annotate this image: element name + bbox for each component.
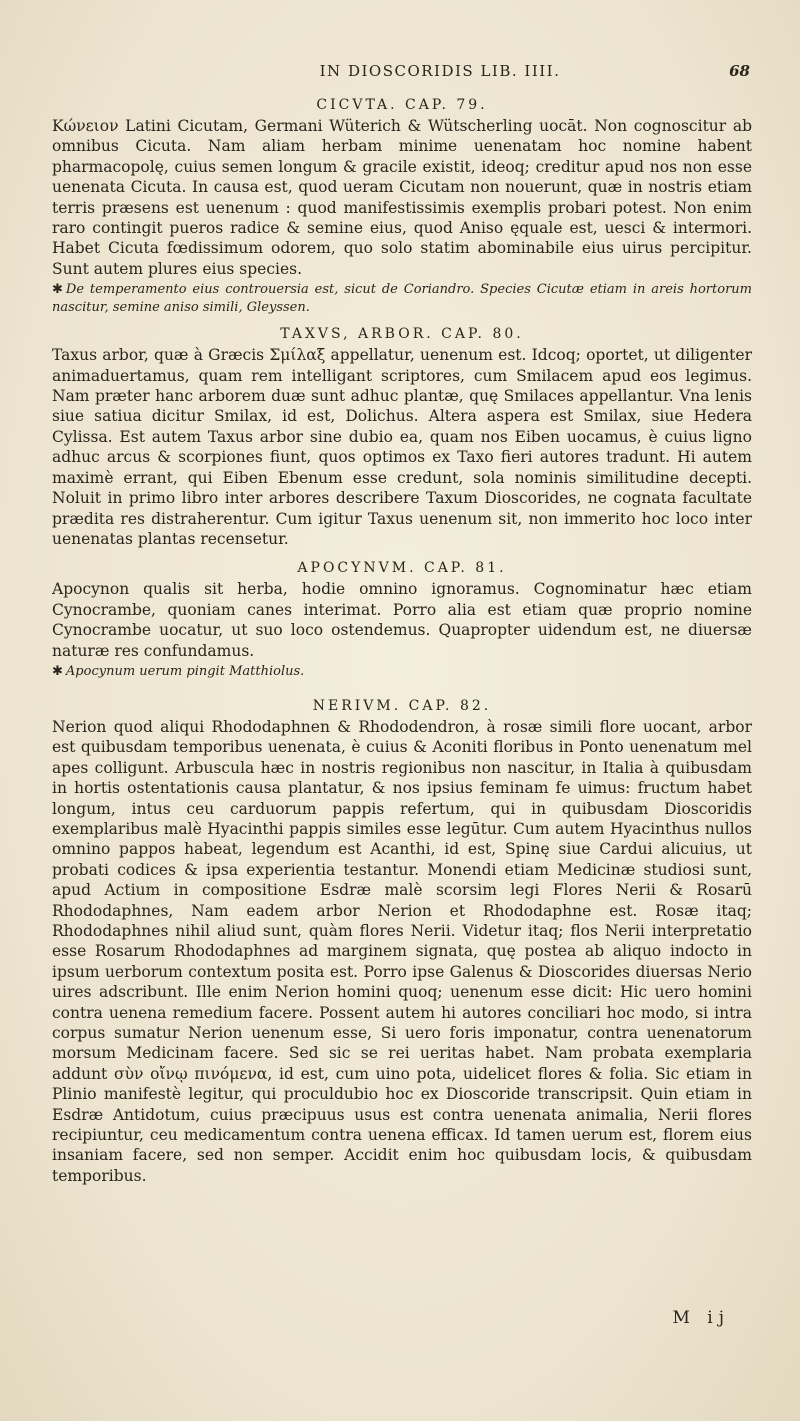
running-title: IN DIOSCORIDIS LIB. IIII.	[319, 62, 561, 80]
chapter-heading-nerium: NERIVM. CAP. 82.	[312, 697, 492, 714]
chapter-heading-apocynum: APOCYNVM. CAP. 81.	[297, 560, 507, 577]
paragraph-nerium: Nerion quod aliqui Rhododaphnen & Rhododendron, à rosæ simili flore uocant, arbor est quibusdam temporibus uenenata, è cuius & Aconiti floribus in Ponto uenenatum mel apes colligunt. Arbuscula hæc in nostris regionibus non nascitur, in Italia à quibusdam in hortis ostentationis causa plantatur, & nos ipsius feminam fe uimus: fructum habet longum, intus ceu carduorum pappis refertum, qui in quibusdam Dioscoridis exemplaribus malè Hyacinthi pappis similes esse legūtur. Cum autem Hyacinthus nullos omnino pappos habeat, legendum est Acanthi, id est, Spinę siue Cardui alicuius, ut probati codices & ipsa experientia testantur. Monendi etiam Medicinæ studiosi sunt, apud Actium in compositione Esdræ malè scorsim legi Flores Nerii & Rosarū Rhododaphnes, Nam eadem arbor Nerion et Rhododaphne est. Rosæ itaq; Rhododaphnes nihil aliud sunt, quàm flores Nerii. Videtur itaq; flos Nerii interpretatio esse Rosarum Rhododaphnes ad marginem signata, quę postea ab aliquo indocto in ipsum uerborum contextum posita est. Porro ipse Galenus & Dioscorides diuersas Nerio uires adscribunt. Ille enim Nerion homini quoq; uenenum esse dicit: Hic uero homini contra uenena remedium facere. Possent autem hi autores conciliari hoc modo, si intra corpus sumatur Nerion uenenum esse, Si uero foris imponatur, contra uenenatorum morsum Medicinam facere. Sed sic se rei ueritas habet. Nam probata exemplaria addunt σὺν οἴνῳ πινόμενα, id est, cum uino pota, uidelicet flores & folia. Sic etiam in Plinio manifestè legitur, qui proculdubio hoc ex Dioscoride transcripsit. Quin etiam in Esdræ Antidotum, cuius præcipuus usus est contra uenenata animalia, Nerii flores recipiuntur, ceu medicamentum contra uenena efficax. Id tamen uerum est, florem eius insaniam facere, sed non semper. Accidit enim hoc quibusdam locis, & quibusdam temporibus.	[52, 717, 752, 1185]
chapter-heading-taxus: TAXVS, ARBOR. CAP. 80.	[280, 326, 524, 343]
note-text: De temperamento eius controuersia est, sicut de Coriandro. Species Cicutæ etiam in areis hortorum nascitur, semine aniso simili, Gleyssen.	[52, 282, 752, 316]
marginal-note-cicuta	[52, 281, 752, 317]
page-text	[52, 94, 752, 1186]
chapter-heading-cicuta: CICVTA. CAP. 79.	[316, 97, 488, 113]
note-text: Apocynum uerum pingit Matthiolus.	[65, 663, 305, 679]
asterisk-icon: ✱	[52, 282, 63, 298]
paragraph-apocynum: Apocynon qualis sit herba, hodie omnino ignoramus. Cognominatur hæc etiam Cynocrambe, quoniam canes interimat. Porro alia est etiam quæ proprio nomine Cynocrambe uocatur, ut suo loco ostendemus. Quapropter uidendum est, ne diuersæ naturæ res confundamus.	[52, 580, 752, 660]
page-number: 68	[729, 62, 750, 80]
marginal-note-apocynum	[52, 663, 752, 681]
paragraph-taxus: Taxus arbor, quæ à Græcis Σμίλαξ appellatur, uenenum est. Idcoq; oportet, ut diligenter animaduertamus, quam rem intelligant scriptores, cum Smilacem apud eos legimus. Nam præter hanc arborem duæ sunt adhuc plantæ, quę Smilaces appellantur. Vna lenis siue satiua dicitur Smilax, id est, Dolichus. Altera aspera est Smilax, siue Hedera Cylissa. Est autem Taxus arbor sine dubio ea, quam nos Eiben uocamus, è cuius ligno adhuc arcus & scorpiones fiunt, quos optimos ex Taxo fieri autores tradunt. Hi autem maximè errant, qui Eiben Ebenum esse credunt, sola nominis similitudine decepti. Noluit in primo libro inter arbores describere Taxum Dioscorides, ne cognata facultate prædita res distraherentur. Cum igitur Taxus uenenum sit, non immerito hoc loco inter uenenatas plantas recensetur.	[52, 346, 752, 548]
paragraph-cicuta: Κώνειον Latini Cicutam, Germani Wüterich & Wütscherling uocāt. Non cognoscitur ab omnibus Cicuta. Nam aliam herbam minime uenenatam hoc nomine habent pharmacopolę, cuius semen longum & gracile existit, ideoq; creditur apud nos non esse uenenata Cicuta. In causa est, quod ueram Cicutam non nouerunt, quæ in nostris etiam terris præsens est uenenum : quod manifestissimis exemplis probari potest. Non enim raro contingit pueros radice & semine eius, quod Aniso ęquale est, uesci & intermori. Habet Cicuta fœdissimum odorem, quo solo statim abominabile eius uirus percipitur. Sunt autem plures eius species.	[52, 117, 752, 278]
signature-mark: M ij	[672, 1308, 730, 1328]
asterisk-icon: ✱	[52, 663, 63, 679]
